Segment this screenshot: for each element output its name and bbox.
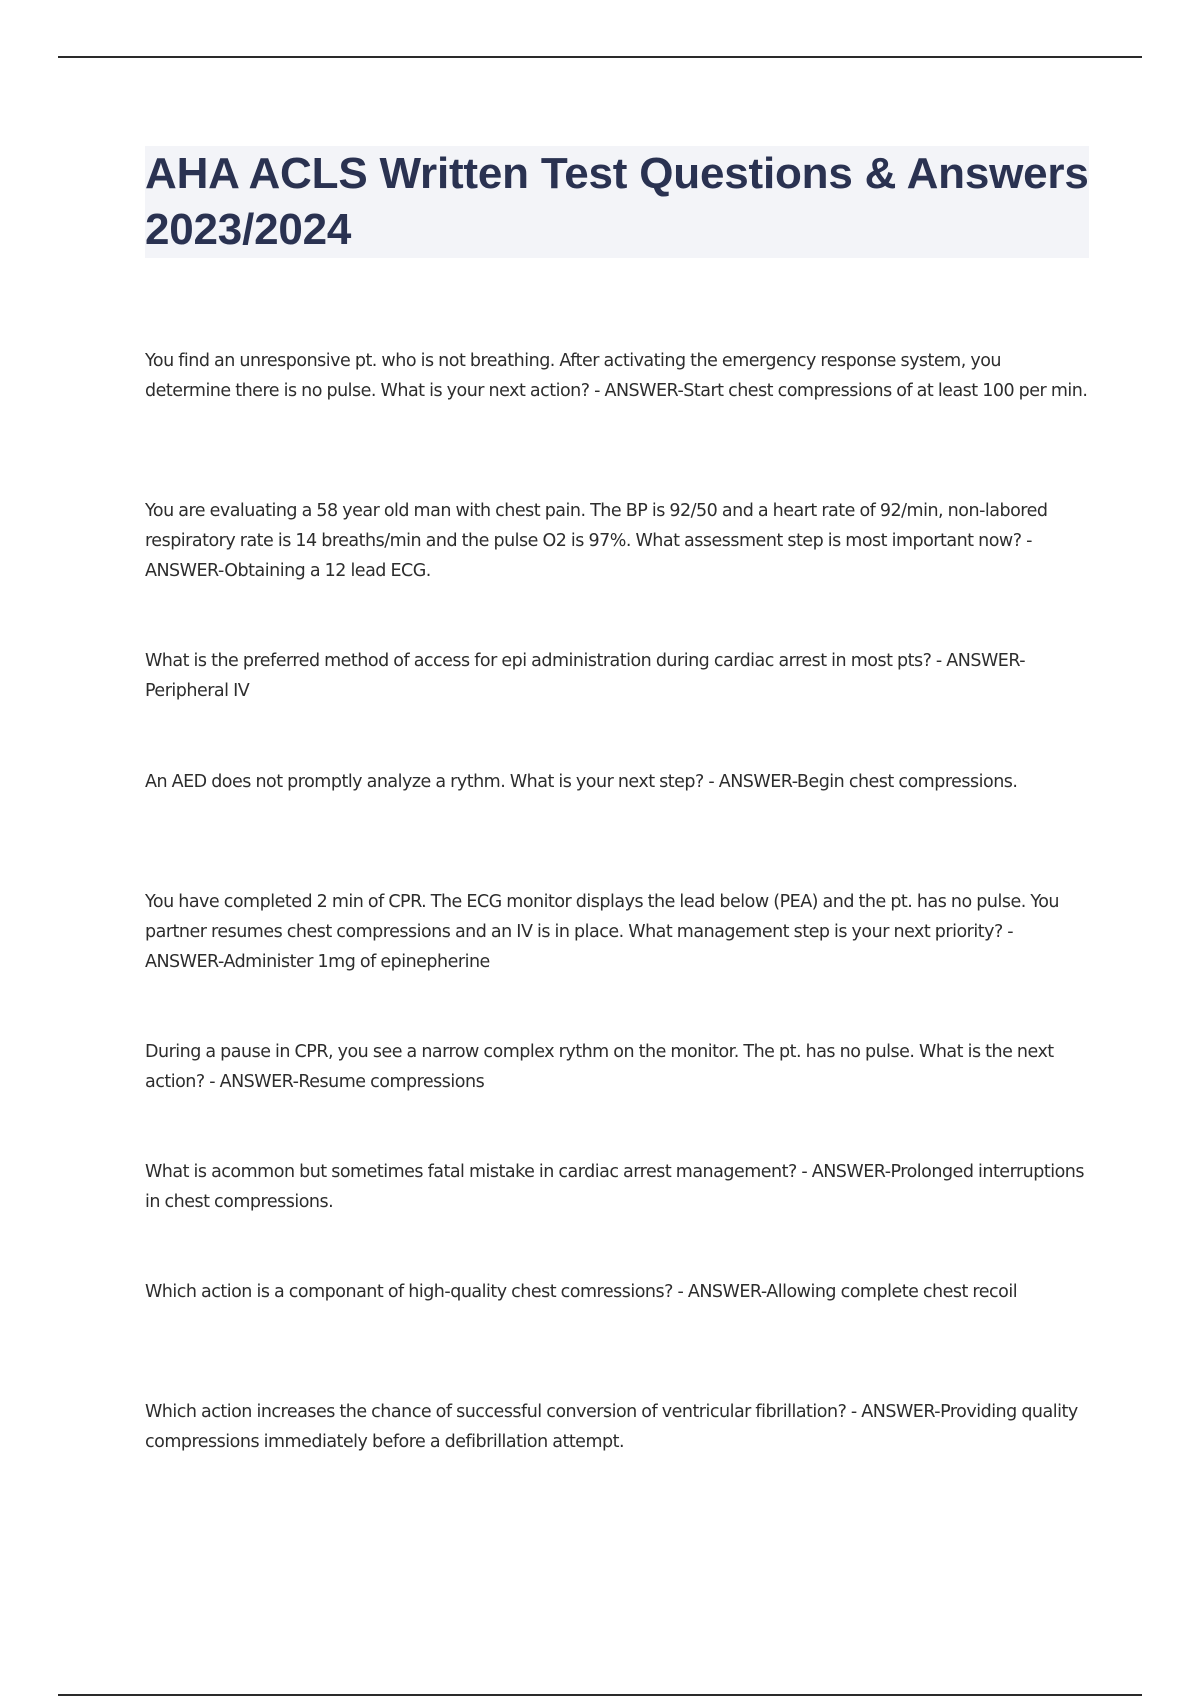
qa-item: An AED does not promptly analyze a rythm. What is your next step? - ANSWER-Begin chest compressions. — [145, 772, 1018, 792]
qa-item: You are evaluating a 58 year old man with chest pain. The BP is 92/50 and a heart rate of 92/min, non-labored respiratory rate is 14 breaths/min and the pulse O2 is 97%. What assessment step is most important now? - ANSWER-Obtaining a 12 lead ECG. — [145, 501, 1048, 581]
qa-item: What is acommon but sometimes fatal mistake in cardiac arrest management? - ANSWER-Prolonged interruptions in chest compressions. — [145, 1162, 1084, 1212]
qa-item: You find an unresponsive pt. who is not breathing. After activating the emergency response system, you determine there is no pulse. What is your next action? - ANSWER-Start chest compressions of at least 100 per min. — [145, 351, 1088, 401]
qa-item: Which action increases the chance of successful conversion of ventricular fibrillation? - ANSWER-Providing quality compressions immediately before a defibrillation attempt. — [145, 1402, 1078, 1452]
qa-item: What is the preferred method of access for epi administration during cardiac arrest in most pts? - ANSWER-Peripheral IV — [145, 651, 1026, 701]
title-block — [145, 146, 1089, 258]
document-title: AHA ACLS Written Test Questions & Answers 2023/2024 — [145, 149, 1089, 254]
qa-item: You have completed 2 min of CPR. The ECG monitor displays the lead below (PEA) and the pt. has no pulse. You partner resumes chest compressions and an IV is in place. What management step is your next priority? - ANSWER-Administer 1mg of epinepherine — [145, 892, 1060, 972]
qa-item: Which action is a componant of high-quality chest comressions? - ANSWER-Allowing complete chest recoil — [145, 1282, 1018, 1302]
qa-item: During a pause in CPR, you see a narrow complex rythm on the monitor. The pt. has no pulse. What is the next action? - ANSWER-Resume compressions — [145, 1042, 1054, 1092]
header-rule — [58, 56, 1142, 58]
footer-rule — [58, 1694, 1142, 1696]
